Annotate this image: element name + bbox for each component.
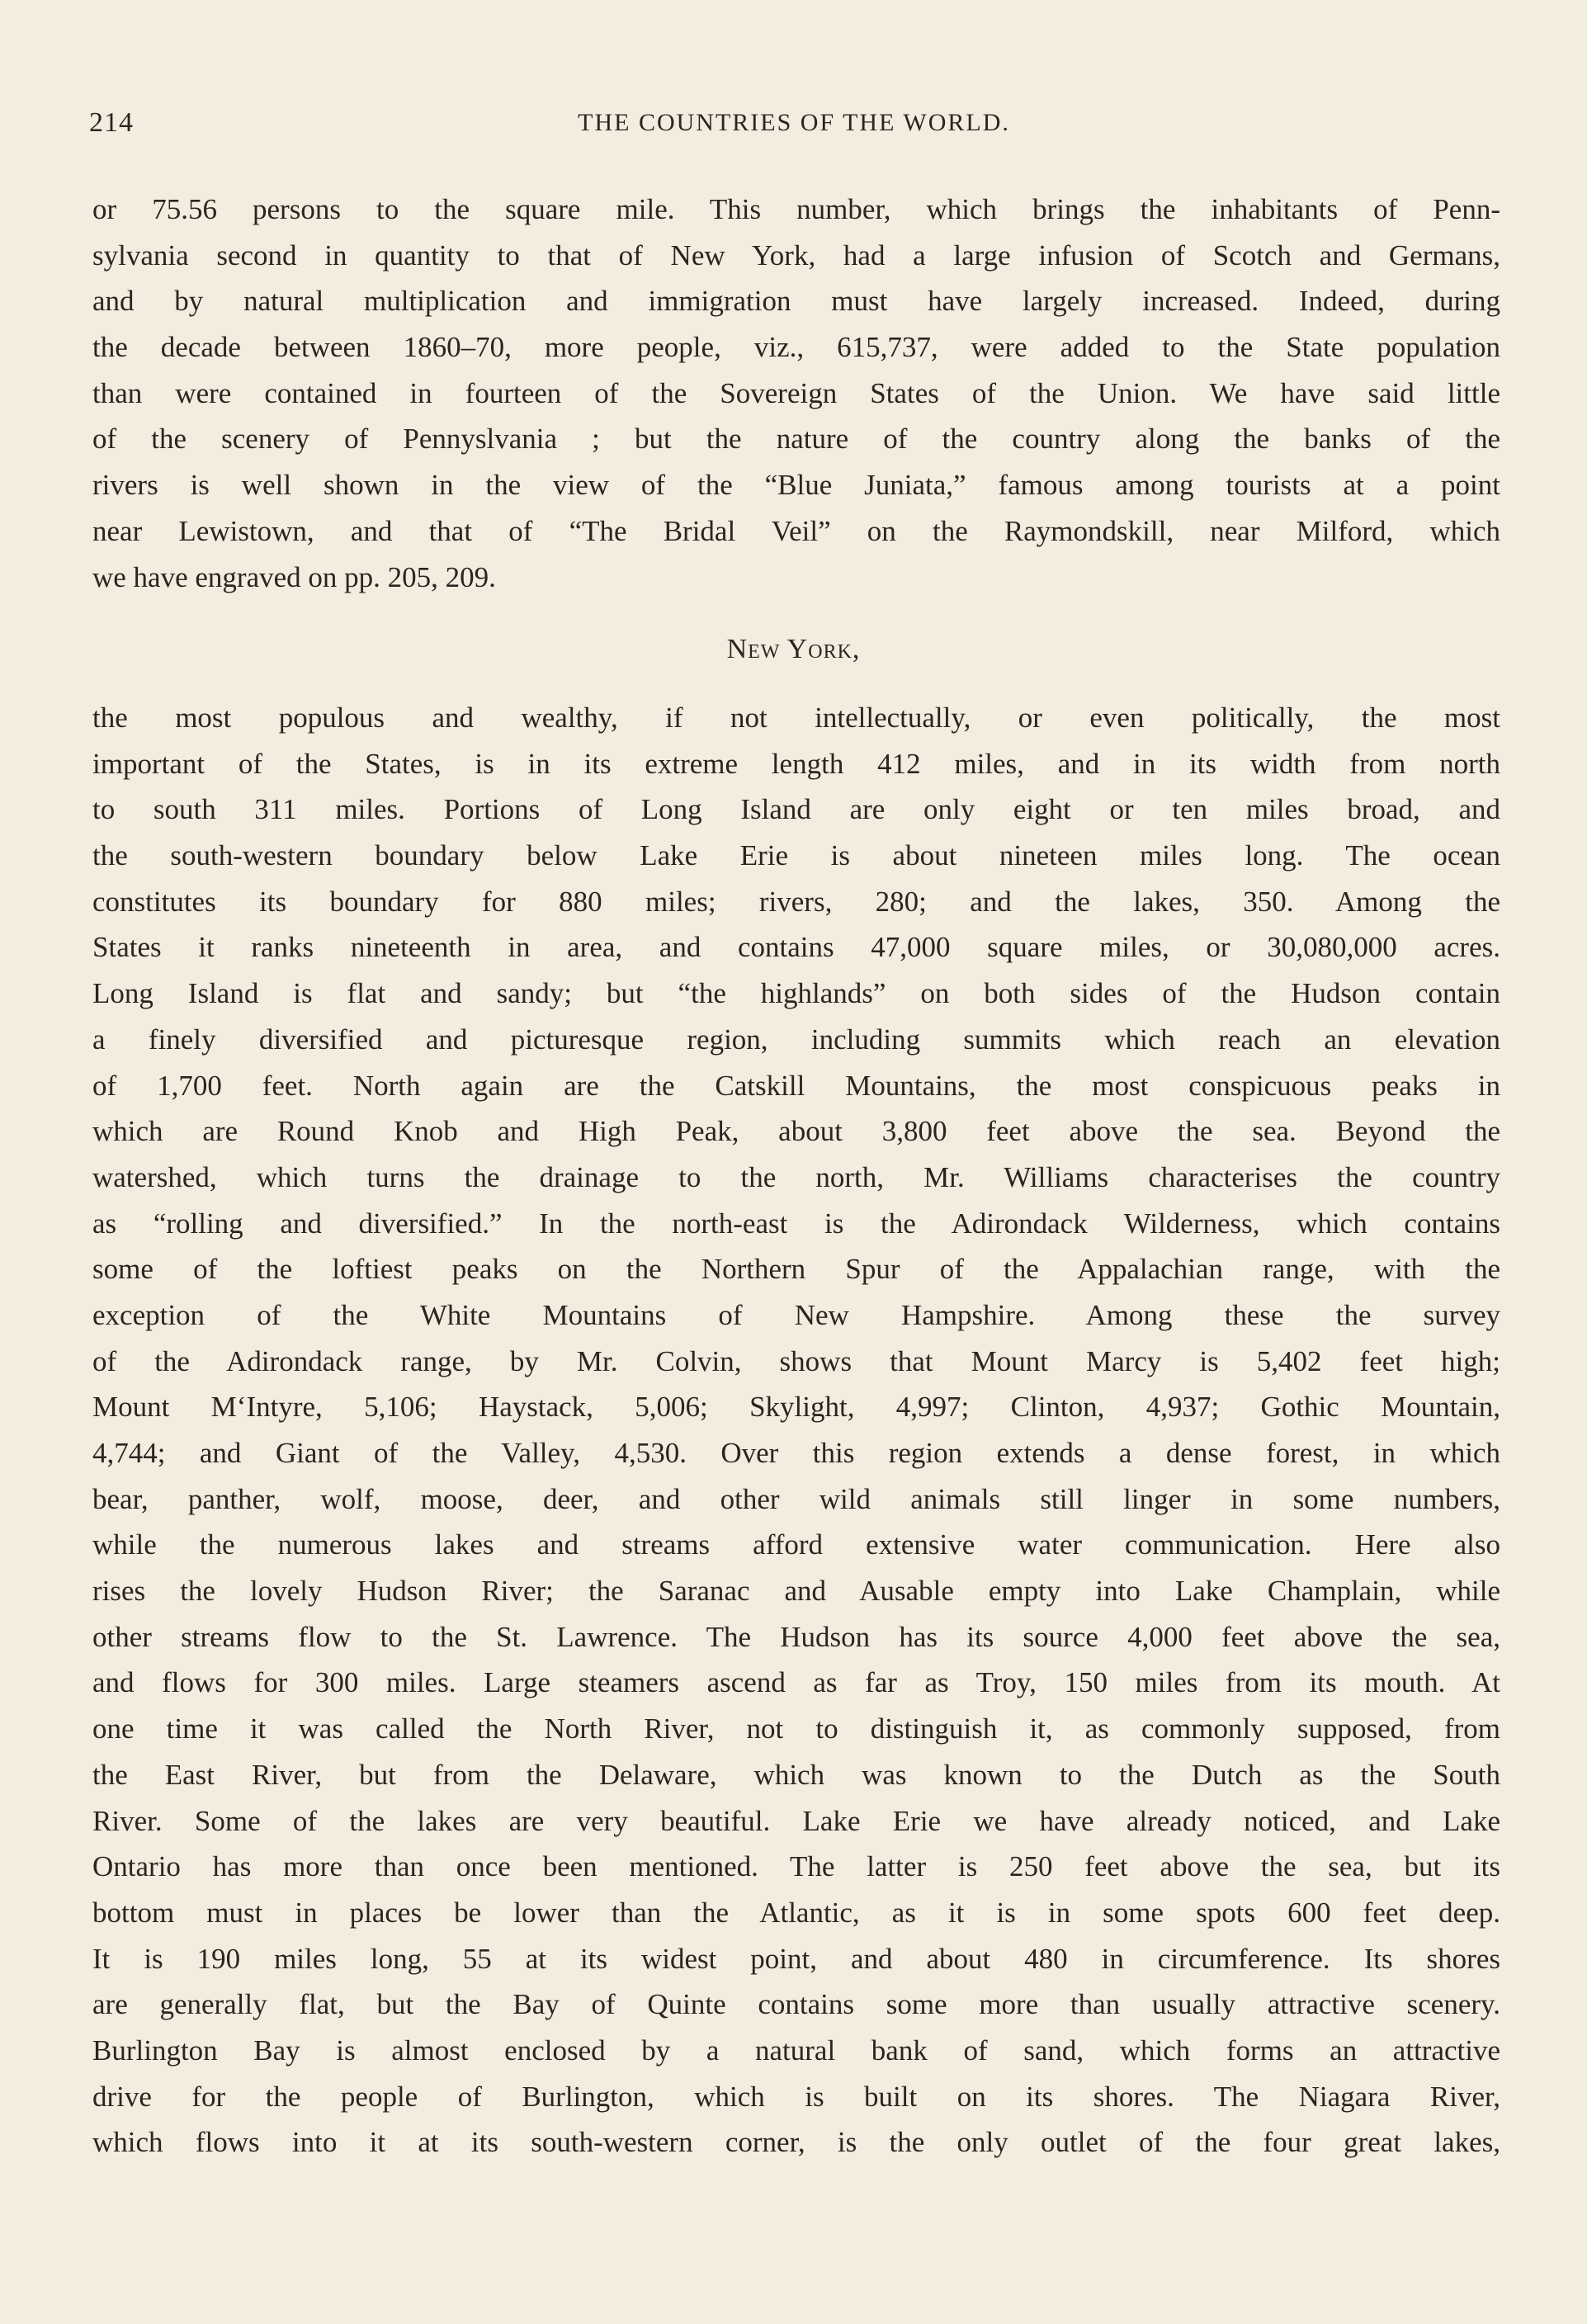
text-line: 4,744; and Giant of the Valley, 4,530. Over this region extends a dense forest, in which (92, 1437, 1500, 1469)
text-line: the East River, but from the Delaware, which was known to the Dutch as the South (92, 1758, 1500, 1791)
text-line: rivers is well shown in the view of the “Blue Juniata,” famous among tourists at a point (92, 469, 1500, 502)
text-line: or 75.56 persons to the square mile. This number, which brings the inhabitants of Penn- (92, 193, 1500, 225)
text-line: rises the lovely Hudson River; the Saranac and Ausable empty into Lake Champlain, while (92, 1575, 1500, 1608)
text-line: constitutes its boundary for 880 miles; rivers, 280; and the lakes, 350. Among the (92, 885, 1500, 918)
text-line: drive for the people of Burlington, which is built on its shores. The Niagara River, (92, 2080, 1500, 2113)
text-line: of the scenery of Pennyslvania ; but the nature of the country along the banks of the (92, 423, 1500, 456)
text-line: while the numerous lakes and streams afford extensive water communication. Here also (92, 1528, 1500, 1561)
text-line: and by natural multiplication and immigration must have largely increased. Indeed, during (92, 285, 1500, 318)
text-line: of 1,700 feet. North again are the Catskill Mountains, the most conspicuous peaks in (92, 1069, 1500, 1102)
text-line: the south-western boundary below Lake Erie is about nineteen miles long. The ocean (92, 839, 1500, 872)
text-line: Long Island is flat and sandy; but “the highlands” on both sides of the Hudson contain (92, 977, 1500, 1010)
page-number: 214 (89, 107, 134, 138)
text-line: we have engraved on pp. 205, 209. (92, 560, 496, 593)
text-line: as “rolling and diversified.” In the north-east is the Adirondack Wilderness, which contains (92, 1207, 1500, 1240)
text-line: bottom must in places be lower than the Atlantic, as it is in some spots 600 feet deep. (92, 1896, 1500, 1929)
page-header (89, 107, 1499, 149)
text-line: watershed, which turns the drainage to the north, Mr. Williams characterises the country (92, 1160, 1500, 1193)
text-line: the decade between 1860–70, more people, viz., 615,737, were added to the State population (92, 331, 1500, 364)
text-line: are generally flat, but the Bay of Quinte contains some more than usually attractive scenery. (92, 1988, 1500, 2021)
text-line: River. Some of the lakes are very beautiful. Lake Erie we have already noticed, and Lake (92, 1804, 1500, 1837)
text-line: other streams flow to the St. Lawrence. The Hudson has its source 4,000 feet above the sea, (92, 1620, 1500, 1653)
text-line: sylvania second in quantity to that of New York, had a large infusion of Scotch and Germans, (92, 239, 1500, 272)
running-head: THE COUNTRIES OF THE WORLD. (578, 109, 1010, 136)
text-line: exception of the White Mountains of New Hampshire. Among these the survey (92, 1298, 1500, 1331)
text-line: States it ranks nineteenth in area, and contains 47,000 square miles, or 30,080,000 acres. (92, 931, 1500, 964)
text-line: than were contained in fourteen of the Sovereign States of the Union. We have said little (92, 376, 1500, 409)
text-line: Ontario has more than once been mentioned. The latter is 250 feet above the sea, but its (92, 1850, 1500, 1883)
paragraph-pennsylvania (92, 187, 1500, 600)
text-line: to south 311 miles. Portions of Long Island are only eight or ten miles broad, and (92, 793, 1500, 826)
text-line: which flows into it at its south-western corner, is the only outlet of the four great lakes, (92, 2126, 1500, 2159)
paragraph-new-york (92, 695, 1500, 2166)
text-line: bear, panther, wolf, moose, deer, and other wild animals still linger in some numbers, (92, 1482, 1500, 1515)
text-line: a finely diversified and picturesque region, including summits which reach an elevation (92, 1023, 1500, 1056)
text-line: It is 190 miles long, 55 at its widest point, and about 480 in circumference. Its shores (92, 1942, 1500, 1975)
text-line: one time it was called the North River, not to distinguish it, as commonly supposed, from (92, 1712, 1500, 1745)
text-line: near Lewistown, and that of “The Bridal Veil” on the Raymondskill, near Milford, which (92, 514, 1500, 547)
text-line: Burlington Bay is almost enclosed by a natural bank of sand, which forms an attractive (92, 2034, 1500, 2067)
text-line: of the Adirondack range, by Mr. Colvin, shows that Mount Marcy is 5,402 feet high; (92, 1344, 1500, 1377)
section-heading-new-york: New York, (726, 634, 861, 664)
text-line: the most populous and wealthy, if not intellectually, or even politically, the most (92, 701, 1500, 734)
text-line: which are Round Knob and High Peak, about 3,800 feet above the sea. Beyond the (92, 1115, 1500, 1148)
text-line: important of the States, is in its extreme length 412 miles, and in its width from north (92, 747, 1500, 780)
text-line: and flows for 300 miles. Large steamers ascend as far as Troy, 150 miles from its mouth. At (92, 1666, 1500, 1699)
text-line: some of the loftiest peaks on the Northern Spur of the Appalachian range, with the (92, 1253, 1500, 1286)
text-line: Mount M‘Intyre, 5,106; Haystack, 5,006; Skylight, 4,997; Clinton, 4,937; Gothic Mountain, (92, 1391, 1500, 1424)
